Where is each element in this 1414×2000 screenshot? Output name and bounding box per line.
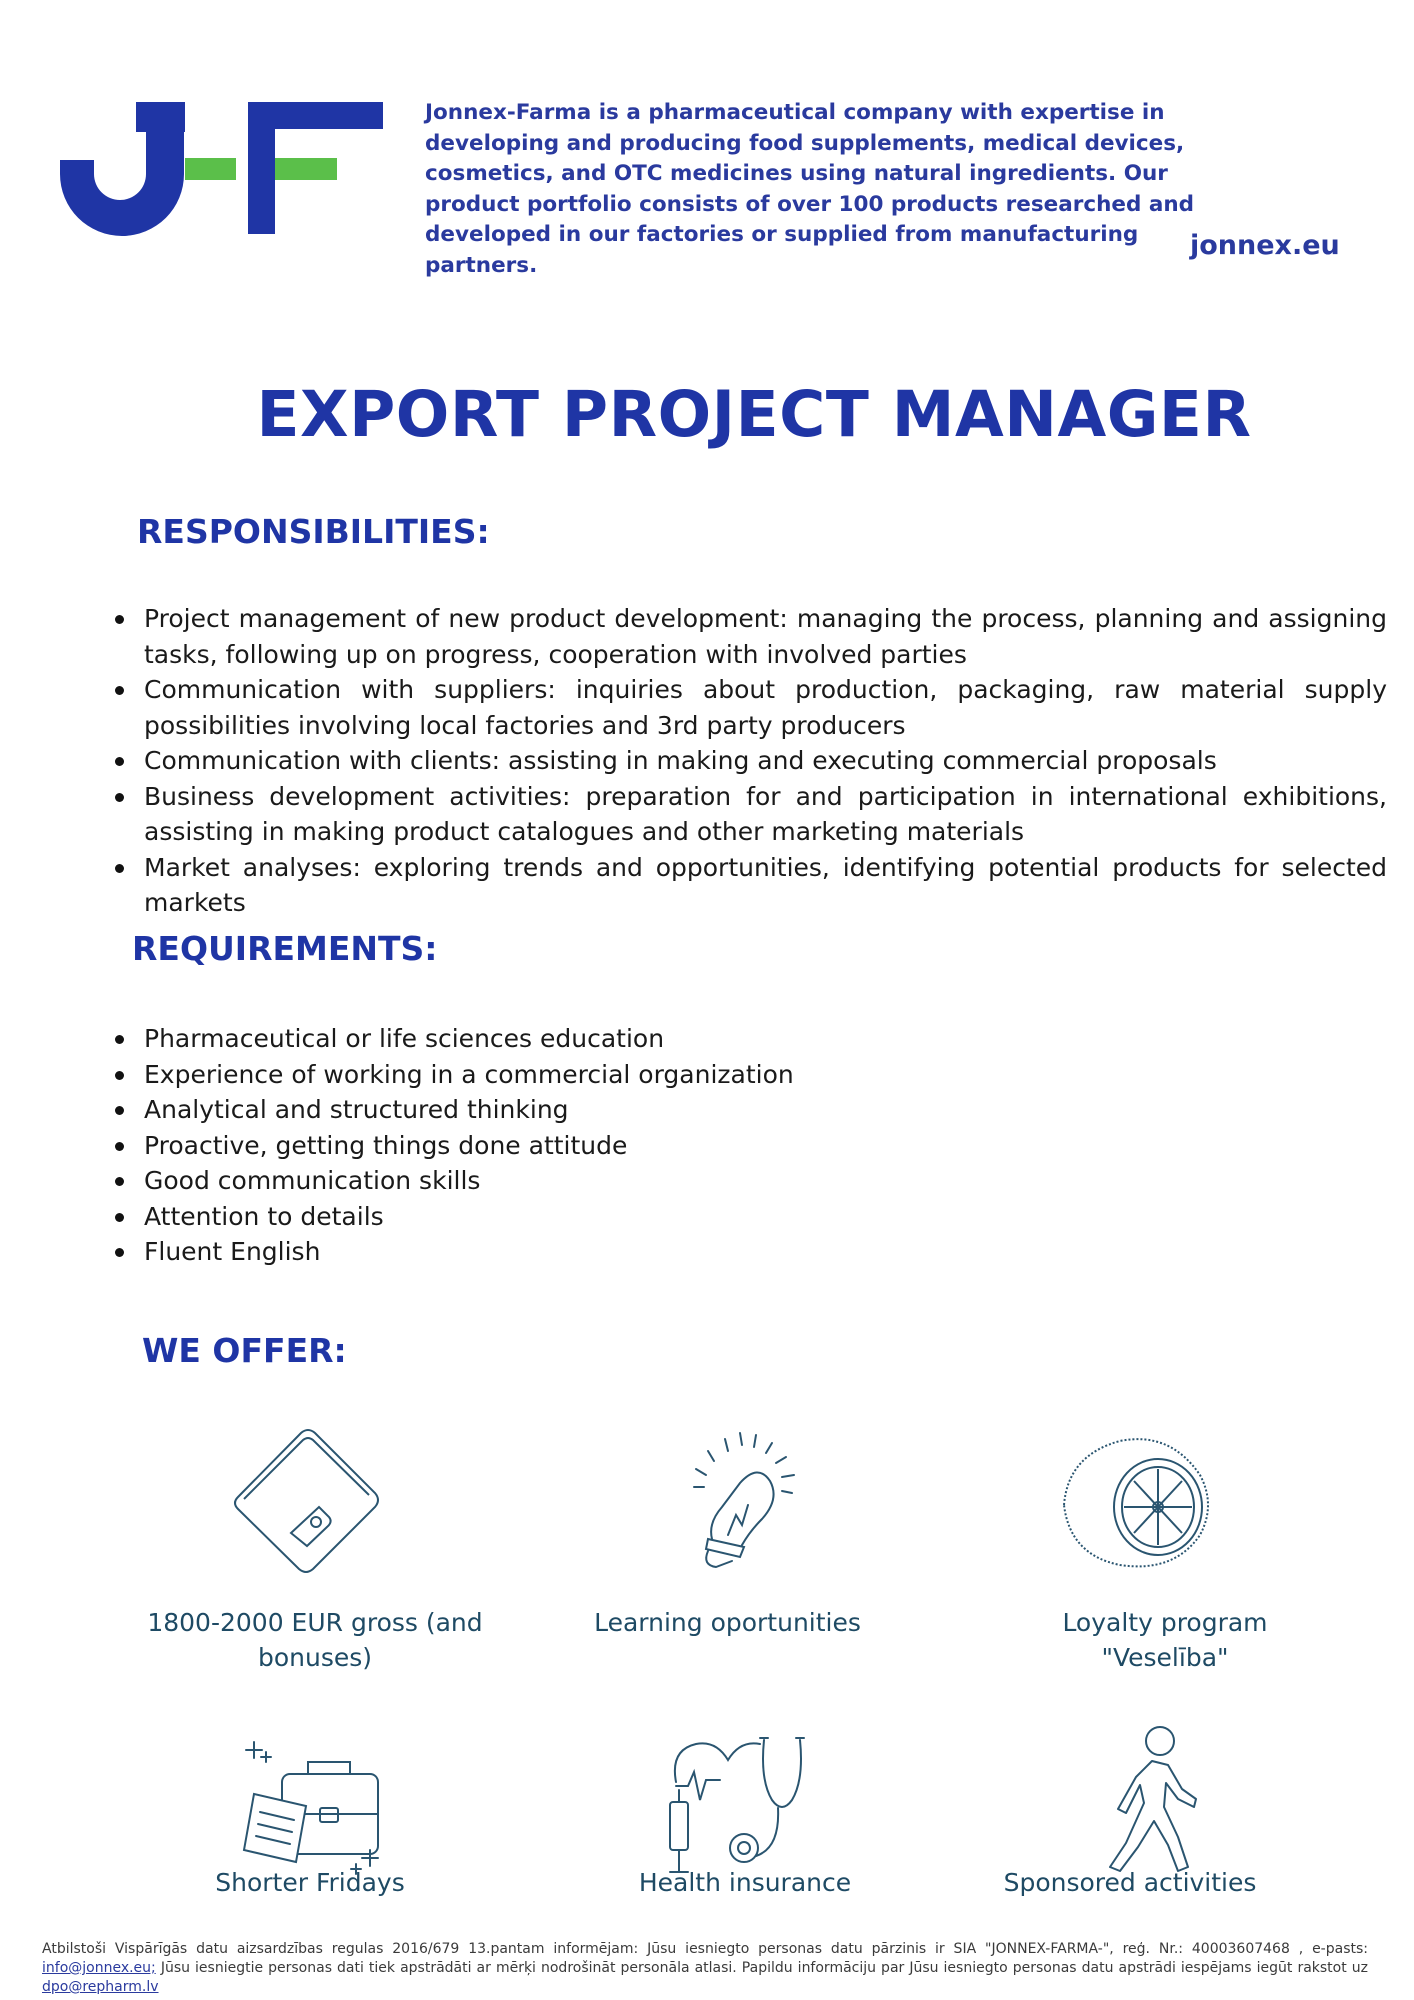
list-item: Project management of new product development: managing the process, planning and assigning tasks, following up on progress, cooperation with involved parties [112, 601, 1387, 672]
walking-person-icon [1060, 1725, 1230, 1875]
email-link-info[interactable]: info@jonnex.eu; [42, 1960, 156, 1976]
list-item: Fluent English [112, 1234, 1387, 1270]
lemon-icon [1050, 1425, 1220, 1575]
list-item: Market analyses: exploring trends and opportunities, identifying potential products for selected markets [112, 850, 1387, 921]
stethoscope-icon [660, 1730, 830, 1880]
requirements-list [112, 1021, 1387, 1270]
offer-learning-label: Learning oportunities [594, 1608, 861, 1637]
gdpr-notice [42, 1940, 1368, 1997]
offer-fridays-label: Shorter Fridays [215, 1868, 405, 1897]
gdpr-text-2: Jūsu iesniegtie personas dati tiek apstrādāti ar mērķi nodrošināt personāla atlasi. Papildu informāciju par Jūsu iesniegto personas datu apstrādi iespējams iegūt rakstot uz [155, 1960, 1368, 1976]
list-item: Business development activities: preparation for and participation in international exhibitions, assisting in making product catalogues and other marketing materials [112, 779, 1387, 850]
list-item: Pharmaceutical or life sciences education [112, 1021, 1387, 1057]
website-link[interactable]: jonnex.eu [1190, 230, 1340, 261]
offer-activities-label: Sponsored activities [1003, 1868, 1257, 1897]
list-item: Experience of working in a commercial organization [112, 1057, 1387, 1093]
list-item: Good communication skills [112, 1163, 1387, 1199]
company-intro: Jonnex-Farma is a pharmaceutical company with expertise in developing and producing food supplements, medical devices, cosmetics, and OTC medicines using natural ingredients. Our product portfolio consists of over 100 products researched and developed in our factories or supplied from manufacturing partners. [425, 100, 1195, 278]
list-item: Communication with suppliers: inquiries about production, packaging, raw material supply possibilities involving local factories and 3rd party producers [112, 672, 1387, 743]
responsibilities-list [112, 601, 1387, 921]
gdpr-text-1: Atbilstoši Vispārīgās datu aizsardzības regulas 2016/679 13.pantam informējam: Jūsu iesniegto personas datu pārzinis ir SIA "JONNEX-FARMA-", reģ. Nr.: 40003607468 , e-pasts: [42, 1941, 1368, 1957]
job-title: EXPORT PROJECT MANAGER [256, 378, 1252, 451]
offer-loyalty-label: Loyalty program "Veselība" [1062, 1608, 1268, 1672]
email-link-dpo[interactable]: dpo@repharm.lv [42, 1979, 159, 1995]
jonnex-farma-logo [58, 98, 383, 238]
requirements-heading: REQUIREMENTS: [132, 929, 438, 968]
offer-salary-label: 1800-2000 EUR gross (and bonuses) [147, 1608, 483, 1672]
offer-heading: WE OFFER: [142, 1331, 347, 1370]
offer-health-label: Health insurance [638, 1868, 852, 1897]
list-item: Analytical and structured thinking [112, 1092, 1387, 1128]
wallet-icon [223, 1425, 393, 1575]
list-item: Communication with clients: assisting in making and executing commercial proposals [112, 743, 1387, 779]
briefcase-icon [230, 1730, 400, 1880]
lightbulb-icon [650, 1425, 820, 1575]
responsibilities-heading: RESPONSIBILITIES: [137, 512, 490, 551]
list-item: Proactive, getting things done attitude [112, 1128, 1387, 1164]
list-item: Attention to details [112, 1199, 1387, 1235]
